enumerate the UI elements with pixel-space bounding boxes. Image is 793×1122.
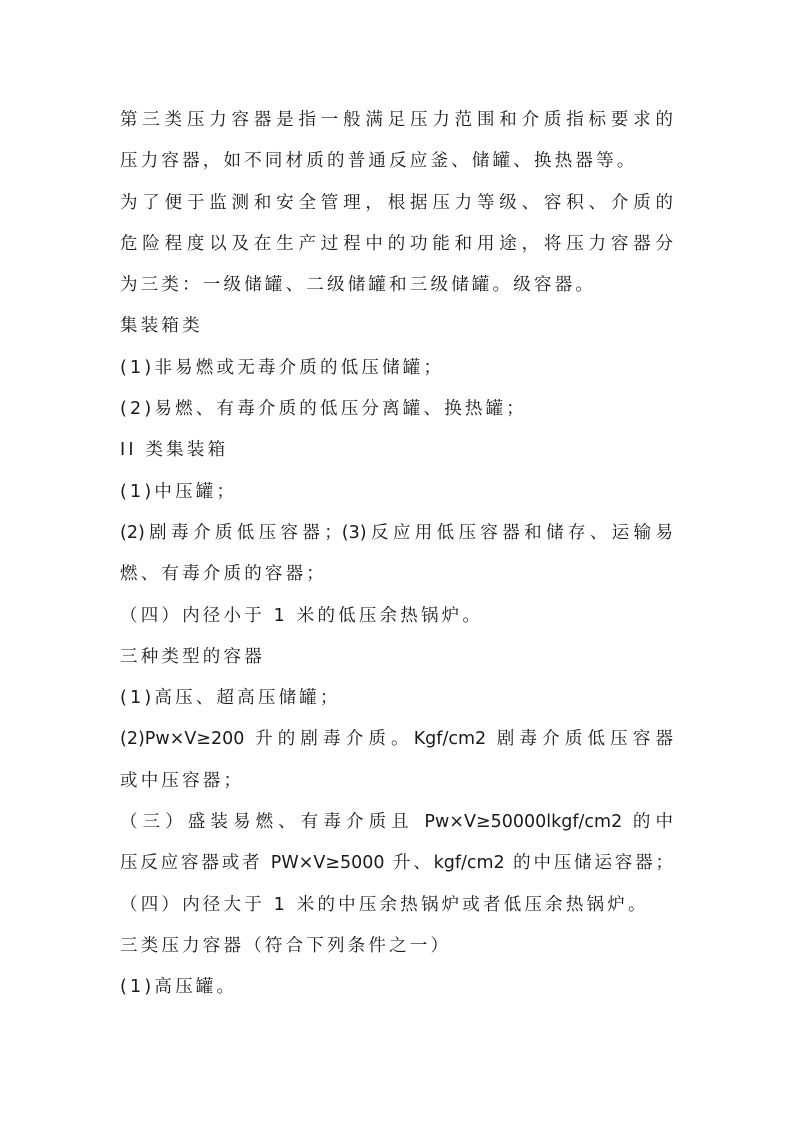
section-heading: 三种类型的容器 [120, 646, 265, 667]
list-item: 或中压容器； [120, 770, 245, 791]
list-item: （四）内径大于 1 米的中压余热锅炉或者低压余热锅炉。 [120, 894, 649, 915]
list-item: 燃、有毒介质的容器； [120, 564, 327, 585]
paragraph-line: 危险程度以及在生产过程中的功能和用途，将压力容器分 [120, 233, 673, 254]
list-item: (1)高压罐。 [120, 977, 238, 998]
list-item: (1)中压罐； [120, 481, 238, 502]
list-item: （四）内径小于 1 米的低压余热锅炉。 [120, 605, 484, 626]
list-item: (2)Pw×V≥200 升的剧毒介质。Kgf/cm2 剧毒介质低压容器 [120, 729, 673, 750]
list-item: （三）盛装易燃、有毒介质且 Pw×V≥50000lkgf/cm2 的中 [120, 812, 673, 833]
document-page [120, 100, 673, 1009]
paragraph-line: 压力容器，如不同材质的普通反应釜、储罐、换热器等。 [120, 151, 638, 172]
paragraph-line: 为了便于监测和安全管理，根据压力等级、容积、介质的 [120, 192, 673, 213]
section-heading: 三类压力容器（符合下列条件之一） [120, 935, 452, 956]
section-heading: II 类集装箱 [120, 440, 229, 461]
list-item: (2)剧毒介质低压容器；(3)反应用低压容器和储存、运输易 [120, 522, 673, 543]
list-item: 压反应容器或者 PW×V≥5000 升、kgf/cm2 的中压储运容器； [120, 853, 673, 874]
paragraph-line: 第三类压力容器是指一般满足压力范围和介质指标要求的 [120, 110, 673, 130]
list-item: (1)高压、超高压储罐； [120, 688, 341, 709]
list-item: (2)易燃、有毒介质的低压分离罐、换热罐； [120, 399, 527, 420]
section-heading: 集装箱类 [120, 316, 203, 337]
paragraph-line: 为三类：一级储罐、二级储罐和三级储罐。级容器。 [120, 275, 597, 296]
list-item: (1)非易燃或无毒介质的低压储罐； [120, 357, 445, 378]
